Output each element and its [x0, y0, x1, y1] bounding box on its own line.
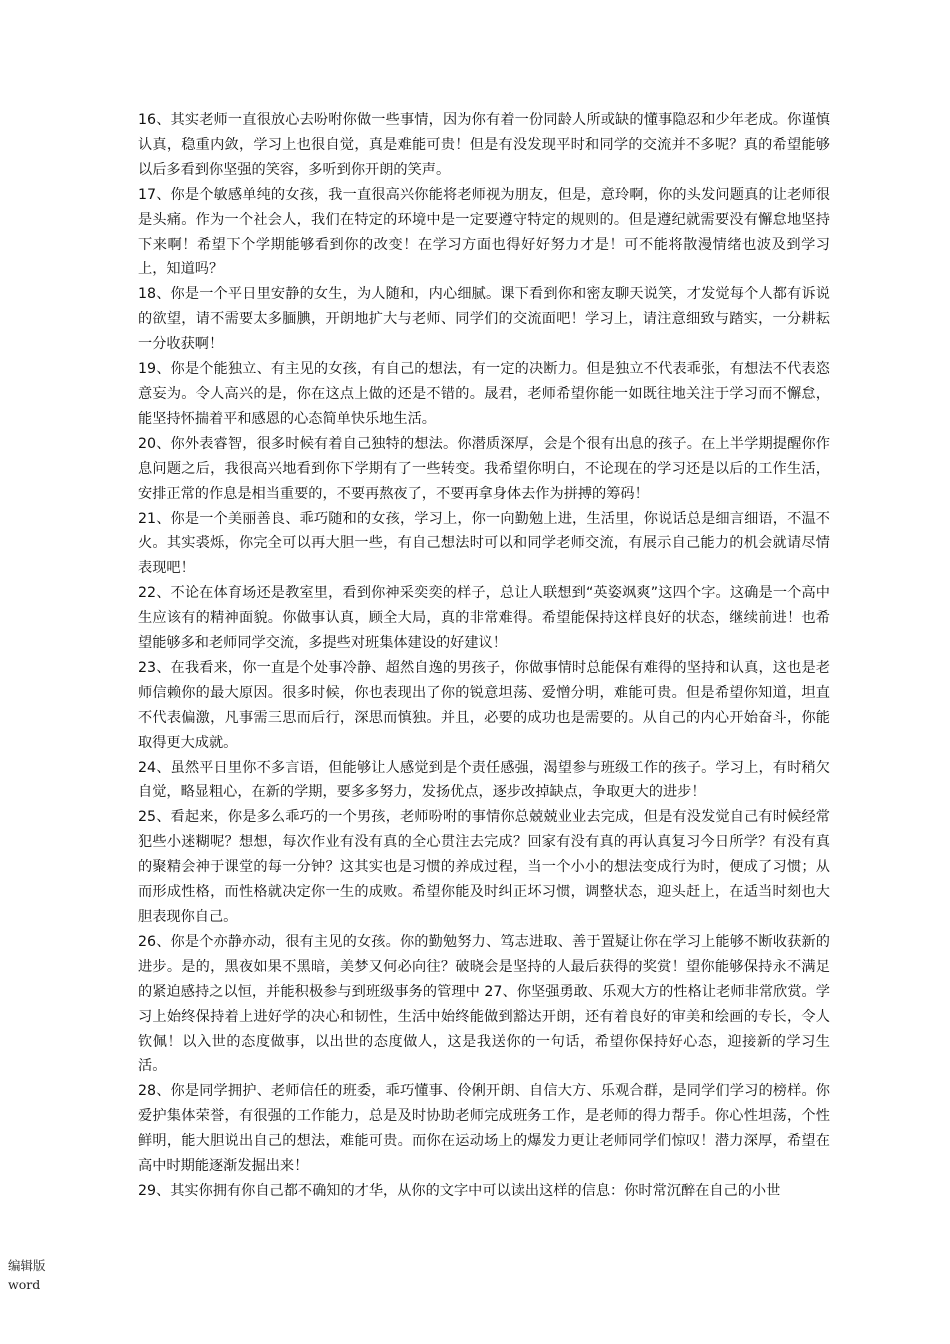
document-body [138, 108, 830, 1204]
paragraph-26: 26、你是个亦静亦动，很有主见的女孩。你的勤勉努力、笃志进取、善于置疑让你在学习上能够不断收获新的进步。是的，黑夜如果不黑暗，美梦又何必向往？破晓会是坚持的人最后获得的奖赏！望你能够保持永不满足的紧迫感持之以恒，并能积极参与到班级事务的管理中 27、你坚强勇敢、乐观大方的性格让老师非常欣赏。学习上始终保持着上进好学的决心和韧性，生活中始终能做到豁达开朗，还有着良好的审美和绘画的专长，令人钦佩！以入世的态度做事，以出世的态度做人，这是我送你的一句话，希望你保持好心态，迎接新的学习生活。 [138, 933, 830, 1075]
paragraph-21: 21、你是一个美丽善良、乖巧随和的女孩，学习上，你一向勤勉上进，生活里，你说话总是细言细语，不温不火。其实裘烁，你完全可以再大胆一些，有自己想法时可以和同学老师交流，有展示自己能力的机会就请尽情表现吧！ [138, 510, 830, 577]
paragraph-20: 20、你外表睿智，很多时候有着自己独特的想法。你潜质深厚，会是个很有出息的孩子。在上半学期提醒你作息问题之后，我很高兴地看到你下学期有了一些转变。我希望你明白，不论现在的学习还是以后的工作生活，安排正常的作息是相当重要的，不要再熬夜了，不要再拿身体去作为拼搏的筹码！ [138, 435, 830, 502]
paragraph-19: 19、你是个能独立、有主见的女孩，有自己的想法，有一定的决断力。但是独立不代表乖张，有想法不代表恣意妄为。令人高兴的是，你在这点上做的还是不错的。晟君，老师希望你能一如既往地关注于学习而不懈怠，能坚持怀揣着平和感恩的心态简单快乐地生活。 [138, 361, 830, 427]
footer-line-word: word [8, 1277, 41, 1292]
paragraph-18: 18、你是一个平日里安静的女生，为人随和，内心细腻。课下看到你和密友聊天说笑，才发觉每个人都有诉说的欲望，请不需要太多腼腆，开朗地扩大与老师、同学们的交流面吧！学习上，请注意细致与踏实，一分耕耘一分收获啊！ [138, 286, 830, 353]
paragraph-25: 25、看起来，你是多么乖巧的一个男孩，老师吩咐的事情你总兢兢业业去完成，但是有没发觉自己有时候经常犯些小迷糊呢？想想，每次作业有没有真的全心贯注去完成？回家有没有真的再认真复习今日所学？有没有真的聚精会神于课堂的每一分钟？这其实也是习惯的养成过程，当一个小小的想法变成行为时，便成了习惯；从而形成性格，而性格就决定你一生的成败。希望你能及时纠正坏习惯，调整状态，迎头赶上，在适当时刻也大胆表现你自己。 [138, 809, 830, 925]
paragraph-16: 16、其实老师一直很放心去吩咐你做一些事情，因为你有着一份同龄人所或缺的懂事隐忍和少年老成。你谨慎认真，稳重内敛，学习上也很自觉，真是难能可贵！但是有没发现平时和同学的交流并不多呢？真的希望能够以后多看到你坚强的笑容，多听到你开朗的笑声。 [138, 112, 830, 178]
paragraph-24: 24、虽然平日里你不多言语，但能够让人感觉到是个责任感强，渴望参与班级工作的孩子。学习上，有时稍欠自觉，略显粗心，在新的学期，要多多努力，发扬优点，逐步改掉缺点，争取更大的进步！ [138, 759, 830, 801]
paragraph-28: 28、你是同学拥护、老师信任的班委，乖巧懂事、伶俐开朗、自信大方、乐观合群，是同学们学习的榜样。你爱护集体荣誉，有很强的工作能力，总是及时协助老师完成班务工作，是老师的得力帮手。你心性坦荡，个性鲜明，能大胆说出自己的想法，难能可贵。而你在运动场上的爆发力更让老师同学们惊叹！潜力深厚，希望在高中时期能逐渐发掘出来！ [138, 1083, 830, 1175]
paragraph-23: 23、在我看来，你一直是个处事冷静、超然自逸的男孩子，你做事情时总能保有难得的坚持和认真，这也是老师信赖你的最大原因。很多时候，你也表现出了你的锐意坦荡、爱憎分明，难能可贵。但是希望你知道，坦直不代表偏激，凡事需三思而后行，深思而慎独。并且，必要的成功也是需要的。从自己的内心开始奋斗，你能取得更大成就。 [138, 659, 830, 751]
footer-line-edit-version: 编辑版 [8, 1258, 46, 1273]
paragraph-29: 29、其实你拥有你自己都不确知的才华，从你的文字中可以读出这样的信息：你时常沉醉在自己的小世 [138, 1182, 781, 1199]
footer-watermark [8, 1256, 46, 1294]
paragraph-22: 22、不论在体育场还是教室里，看到你神采奕奕的样子，总让人联想到“英姿飒爽”这四个字。这确是一个高中生应该有的精神面貌。你做事认真，顾全大局，真的非常难得。希望能保持这样良好的状态，继续前进！也希望能够多和老师同学交流，多提些对班集体建设的好建议！ [138, 585, 830, 652]
paragraph-17: 17、你是个敏感单纯的女孩，我一直很高兴你能将老师视为朋友，但是，意玲啊，你的头发问题真的让老师很是头痛。作为一个社会人，我们在特定的环境中是一定要遵守特定的规则的。但是遵纪就需要没有懈怠地坚持下来啊！希望下个学期能够看到你的改变！在学习方面也得好好努力才是！可不能将散漫情绪也波及到学习上，知道吗？ [138, 186, 830, 278]
